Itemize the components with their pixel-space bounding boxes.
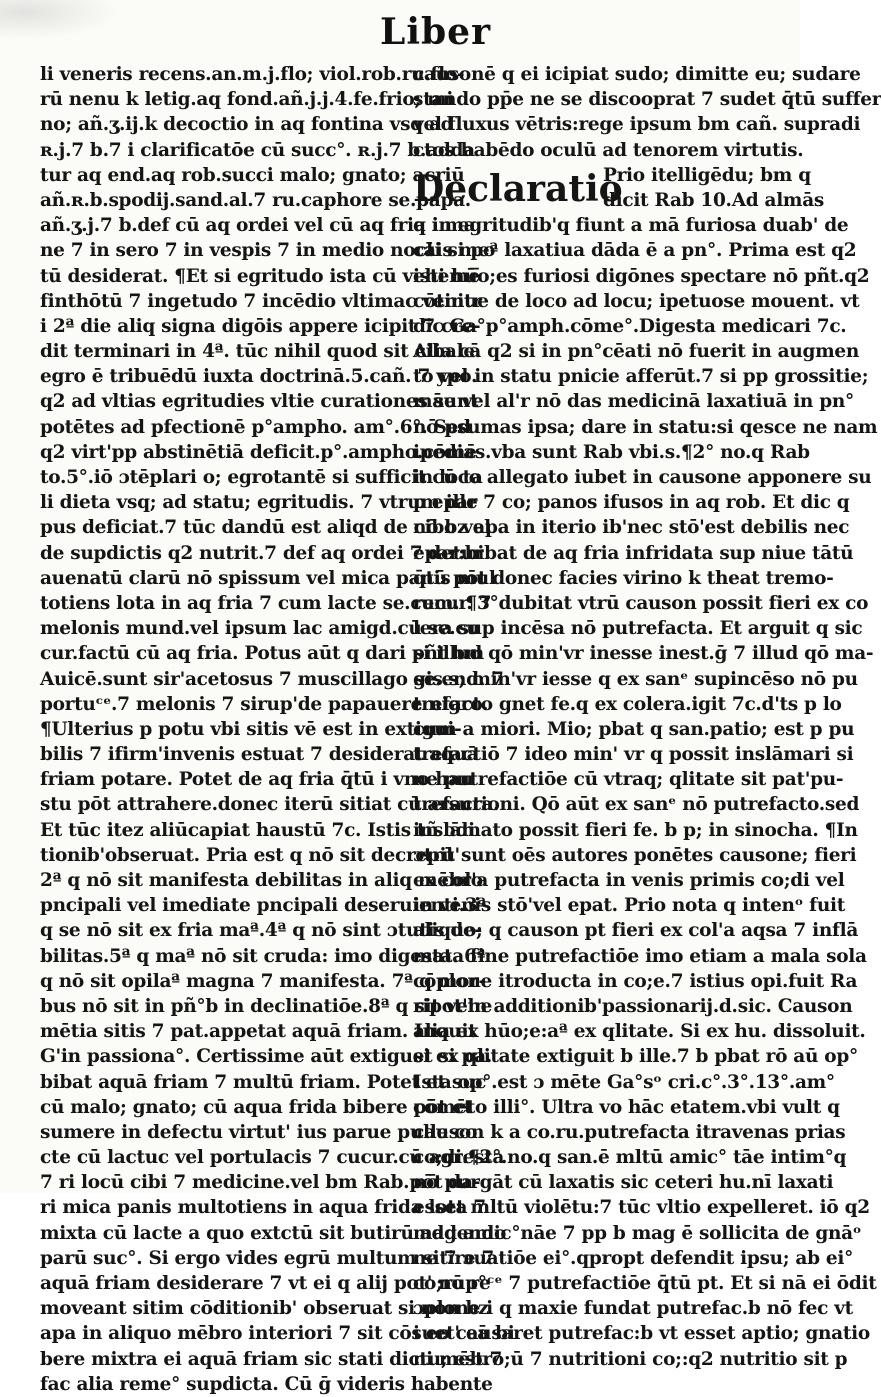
text-line: cōmēto illi°. Ultra vo hāc etatem.vbi vult q bbox=[413, 1096, 840, 1118]
text-line: potētes ad pfectionē p°ampho. am°.6°. Sed bbox=[40, 416, 471, 438]
declaratio-side-lines bbox=[603, 163, 825, 213]
text-line: moveant sitim cōditionib' obseruat si non bz bbox=[40, 1298, 489, 1320]
text-line: ctos habēdo oculū ad tenorem virtutis. bbox=[413, 139, 804, 161]
running-head: Liber bbox=[380, 11, 492, 53]
text-line: to.5°.iō ɔtēplari o; egrotantē si sufficit cū ta bbox=[40, 467, 483, 488]
text-line: q2 virt'pp abstinētiā deficit.p°.ampho.cōmē bbox=[40, 441, 477, 463]
text-line: mētia sitis 7 pat.appetat aquā friam. Inquit bbox=[40, 1021, 477, 1043]
text-line: ɔtrū sunt oēs autores ponētes causone; fieri bbox=[413, 844, 857, 866]
text-line: tionib'obseruat. Pria est q nō sit decrepit' bbox=[40, 844, 460, 866]
text-line: friam potare. Potet de aq fria q̄tū i vno hau bbox=[40, 769, 474, 791]
text-line: ne putrefactiōe cū vtraq; qlitate sit pat'pu- bbox=[413, 769, 844, 791]
declaratio-tail-line: q in egritudib'q fiunt a mā furiosa duab' de bbox=[413, 215, 849, 237]
text-line: ne 7 ɔuatiōe ei°.qpropt defendit ipsu; ab ei° bbox=[413, 1247, 854, 1269]
text-line: li veneris recens.an.m.j.flo; viol.rob.ru.flo- bbox=[40, 64, 465, 85]
text-line: 2ª q nō sit manifesta debilitas in aliq mēbro bbox=[40, 870, 483, 891]
text-line: ri mica panis multotiens in aqua frida lota 7 bbox=[40, 1197, 486, 1219]
text-line: G'in passiona°. Certissime aūt extiguet si pa. bbox=[40, 1046, 492, 1068]
text-line: apa in aliquo mēbro interiori 7 sit cōsuet' eā bi bbox=[40, 1323, 515, 1345]
text-line: totiens lota in aq fria 7 cum lacte se.cucur. 7 bbox=[40, 592, 492, 614]
text-line: Ista op°.est ɔ mēte Ga°sᵒ cri.c°.3°.13°.am° bbox=[413, 1071, 835, 1093]
text-line: Auicē.sunt sir'acetosus 7 muscillago se.end. 7 bbox=[40, 668, 504, 690]
text-line: mata fine putrefactiōe imo etiam a mala sola bbox=[413, 945, 867, 967]
text-line: dicit Rab 10.Ad almās bbox=[603, 189, 825, 211]
text-line: tur aq end.aq rob.succi malo; gnato; acriū bbox=[40, 164, 465, 186]
text-line: añ.ʒ.j.7 b.def cū aq ordei vel cū aq fria i ma bbox=[40, 215, 476, 237]
page-stain bbox=[0, 0, 120, 40]
text-line: trefactioni. Qō aūt ex sanᵉ nō putrefacto.sed bbox=[413, 794, 860, 816]
text-line: causon k a co.ru.putrefacta itravenas prias bbox=[413, 1121, 846, 1143]
text-line: māe vel al'r nō das medicinā laxatiuā in pn° bbox=[413, 391, 854, 413]
text-line: epar:bibat de aq fria infridata sup niue tātū bbox=[413, 542, 854, 564]
text-line: mag amic°nāe 7 pp b mag ē sollicita de gnāᵒ bbox=[413, 1222, 862, 1244]
text-line: co;di.¶2°.no.q san.ē mltū amic° tāe intim°q bbox=[413, 1147, 847, 1169]
text-line: dit terminari in 4ª. tūc nihil quod sit cibale. bbox=[40, 341, 481, 363]
text-line: ni mēbro;ū 7 nutritioni co;:q2 nutritio sit p bbox=[413, 1348, 848, 1370]
text-line: co;rup°ᶜᵉ 7 putrefactiōe q̄tū pt. Et si nā ei ōdit bbox=[413, 1273, 877, 1295]
text-line: gis.s; min'vr iesse q ex sanᵉ supincēso nō pu bbox=[413, 668, 858, 690]
text-line: lera sup incēsa nō putrefacta. Et arguit q sic bbox=[413, 618, 863, 640]
text-line: cū malo; gnato; cū aqua frida bibere pōt et bbox=[40, 1096, 473, 1118]
text-line: q̄tū pōt donec facies virino k theat tremo- bbox=[413, 567, 834, 589]
text-line: no; añ.ʒ.ij.k decoctio in aq fontina vsq ad bbox=[40, 114, 454, 136]
text-line: cōtinue de loco ad locu; ipetuose mouent. vt bbox=[413, 290, 860, 312]
text-line: q2 ad vltias egritudies vltie curationes sunt bbox=[40, 391, 479, 413]
text-line: cāis meª laxatiua dāda ē a pn°. Prima est q2 bbox=[413, 240, 857, 262]
text-line: auenatū clarū nō spissum vel mica panis mul bbox=[40, 567, 496, 589]
text-line: fac alia reme° supdicta. Cū ḡ videris habente bbox=[40, 1373, 493, 1395]
text-line: nō bz apa in iterio ib'nec stō'est debilis nec bbox=[413, 517, 850, 539]
left-text-column bbox=[40, 62, 515, 1397]
text-line: ʀ.j.7 b.7 i clarificatōe cū succ°. ʀ.j.7 b.adda bbox=[40, 139, 475, 161]
text-line: q nō sit opilaª magna 7 manifesta. 7ª q mor- bbox=[40, 970, 486, 992]
text-line: nō psumas ipsa; dare in statu:si qesce ne nam bbox=[413, 416, 878, 438]
declaratio-section-start bbox=[413, 163, 849, 239]
right-text-column bbox=[413, 62, 881, 1372]
text-line: bibat aquā friam 7 multū friam. Potet et suc bbox=[40, 1071, 487, 1093]
text-line: vel fluxus vētris:rege ipsum bm cañ. supradi bbox=[413, 114, 861, 136]
text-line: portuᶜᵉ.7 melonis 7 sirup'de papauere nigro. bbox=[40, 693, 489, 715]
text-line: li dieta vsq; ad statu; egritudis. 7 vtrum ille bbox=[40, 492, 478, 514]
text-line: si illud qō min'vr inesse inest.ḡ 7 illud qō ma- bbox=[413, 643, 874, 665]
text-line: aquā friam desiderare 7 vt ei q alij pot' nō re bbox=[40, 1273, 491, 1294]
text-line: stando pp̄e ne se discooprat 7 sudet q̄tū suffer bbox=[413, 89, 881, 111]
text-line: Alia cā q2 si in pn°cēati nō fuerit in augmen bbox=[413, 341, 860, 363]
text-line: ɔplone i q maxie fundat putrefac.b nō fec vt bbox=[413, 1298, 853, 1320]
text-line: rem. ¶3°dubitat vtrū causon possit fieri ex co bbox=[413, 592, 869, 614]
text-line: in loco allegato iubet in causone apponere su bbox=[413, 467, 872, 489]
text-line: sumere in defectu virtut' ius parue pulle co bbox=[40, 1121, 478, 1143]
text-line: inslāmato possit fieri fe. b p; in sinocha. ¶In bbox=[413, 819, 858, 841]
text-line: 7 ri locū cibi 7 medicine.vel bm Rab.pōt da- bbox=[40, 1172, 481, 1194]
text-line: melonis mund.vel ipsum lac amigd.cū se.cu bbox=[40, 618, 480, 640]
text-line: si ex qlitate extiguit b ille.7 b pbat rō aū op° bbox=[413, 1046, 858, 1068]
declaratio-heading: Declaratio bbox=[413, 167, 623, 210]
text-line: añ.ʀ.b.spodij.sand.al.7 ru.caphore se.papa. bbox=[40, 189, 471, 211]
text-line: dic Ga°p°amph.cōme°.Digesta medicari 7c. bbox=[413, 315, 847, 337]
text-line: Prio itelligēdu; bm q bbox=[603, 164, 811, 186]
text-line: causonē q ei icipiat sudo; dimitte eu; sudare bbox=[413, 64, 861, 85]
text-line: bilis 7 ifirm'invenis estuat 7 desiderat aquā bbox=[40, 744, 479, 766]
text-line: nō purgāt cū laxatis sic ceteri hu.nī laxati bbox=[413, 1172, 834, 1194]
text-line: stu pōt attrahere.donec iterū sitiat cū arsura. bbox=[40, 794, 500, 816]
text-line: rū nenu k letig.aq fond.añ.j.j.4.fe.frio; mi bbox=[40, 89, 454, 111]
text-line: pus deficiat.7 tūc dandū est aliqd de cibo vel bbox=[40, 517, 491, 539]
text-line: pncipali vel imediate pncipali deseruienti.3ª bbox=[40, 895, 486, 917]
text-line: tū desiderat. ¶Et si egritudo ista cū veheme̅ bbox=[40, 265, 480, 287]
text-line: in venis stō'vel epat. Prio nota q intenᵒ fuit bbox=[413, 895, 845, 917]
text-line: ripot'in additionib'passionarij.d.sic. Causon bbox=[413, 995, 853, 1017]
right-column-body bbox=[413, 238, 878, 1371]
text-line: cur.factū cū aq fria. Potus aūt q dari pñt bm bbox=[40, 643, 484, 665]
text-line: Et tūc itez aliūcapiat haustū 7c. Istis tñ ɔdi bbox=[40, 819, 475, 841]
text-line: cōplone itroducta in co;e.7 istius opi.fuit Ra bbox=[413, 970, 858, 992]
text-line: to vel in statu pnicie afferūt.7 si pp grossitie; bbox=[413, 366, 869, 388]
text-line: egro ē tribuēdū iuxta doctrinā.5.cañ. 7 ypo. bbox=[40, 366, 478, 388]
text-line: bus nō sit in pñ°b in declinatiōe.8ª q sit vehe bbox=[40, 995, 493, 1017]
text-line: bere mixtra ei aquā friam sic stati dictu; est.7 bbox=[40, 1348, 503, 1370]
right-column-top-paragraph bbox=[413, 62, 881, 163]
text-line: trefacto gnet fe.q ex colera.igit 7c.d'ts p lo bbox=[413, 693, 842, 715]
text-line: isti hūo;es furiosi digōnes spectare nō pñt.q2 bbox=[413, 265, 870, 287]
text-line: cum a miori. Mio; pbat q san.patio; est p pu bbox=[413, 718, 855, 740]
text-line: finthōtū 7 ingetudo 7 incēdio vltimac venitr bbox=[40, 290, 482, 312]
text-line: i 2ª die aliq signa digōis appere icipit 7 cre- bbox=[40, 315, 481, 337]
text-line: de supdictis q2 nutrit.7 def aq ordei 7 detur bbox=[40, 542, 484, 564]
text-line: mixta cū lacte a quo extctū sit butirū addendo bbox=[40, 1222, 507, 1244]
text-line: ipedias.vba sunt Rab vbi.s.¶2° no.q Rab bbox=[413, 441, 810, 463]
text-line: cte cū lactuc vel portulacis 7 cucur.cū agresta bbox=[40, 1147, 505, 1169]
text-line: parū suc°. Si ergo vides egrū multum sitire 7 bbox=[40, 1247, 494, 1269]
text-line: ne 7 in sero 7 in vespis 7 in medio nocti si po bbox=[40, 240, 496, 262]
text-line: alia ex hūo;e:aª ex qlitate. Si ex hu. dissoluit. bbox=[413, 1021, 866, 1043]
text-line: i eo causaret putrefac:b vt esset aptio; gnatio bbox=[413, 1323, 870, 1345]
text-line: ¶Ulterius p potu vbi sitis vē est in extigui- bbox=[40, 718, 462, 740]
text-line: q se nō sit ex fria maª.4ª q nō sint ɔtutis de- bbox=[40, 920, 482, 942]
text-line: esset mltū violētu:7 tūc vltio expelleret. iō q2 bbox=[413, 1197, 870, 1219]
text-line: ex col'a putrefacta in venis primis co;di vel bbox=[413, 870, 845, 892]
text-line: p epar 7 co; panos ifusos in aq rob. Et dic q bbox=[413, 492, 850, 514]
text-line: trefactiō 7 ideo min' vr q possit inslāmari si bbox=[413, 744, 854, 766]
text-line: bilitas.5ª q maª nō sit cruda: imo digesta. 6ª bbox=[40, 945, 486, 967]
text-line: aliquo; q causon pt fieri ex col'a aqsa 7 inflā bbox=[413, 920, 859, 942]
